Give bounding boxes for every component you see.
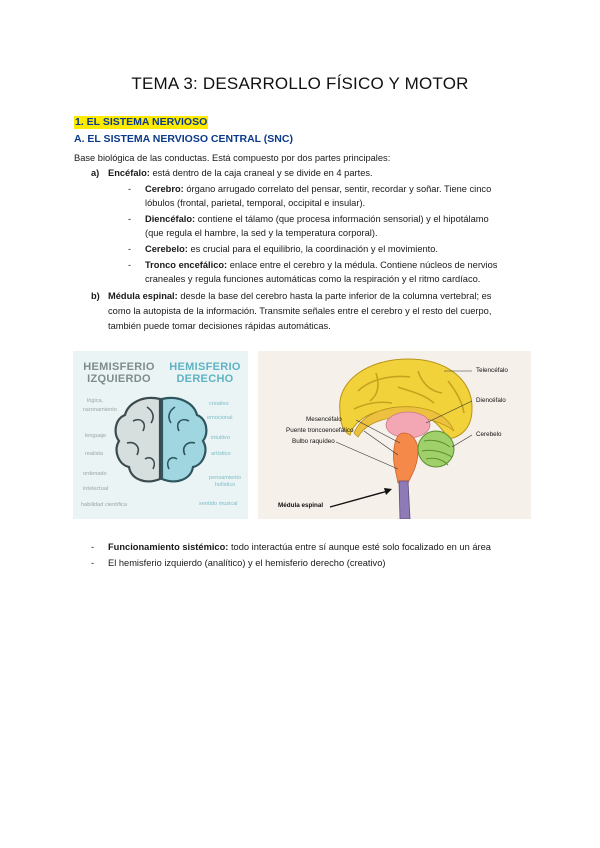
diencefalo-line-1 xyxy=(145,213,489,225)
left-word: razonamiento xyxy=(83,407,117,413)
medula-line-1 xyxy=(108,290,491,302)
bullet-1-text: todo interactúa entre sí aunque esté solo focalizado en un área xyxy=(228,542,491,552)
item-a-text xyxy=(108,167,373,179)
dash-marker: - xyxy=(128,244,132,254)
brain-anatomy-image xyxy=(258,351,531,519)
label-cerebelo: Cerebelo xyxy=(476,431,502,438)
diencefalo-line-2: (que regula el hambre, la sed y la temperatura corporal). xyxy=(145,228,378,238)
label-mesencefalo: Mesencéfalo xyxy=(306,416,342,423)
label-diencefalo: Diencéfalo xyxy=(476,397,506,404)
dash-marker: - xyxy=(128,184,132,194)
dash-marker: - xyxy=(91,558,95,568)
intro-text: Base biológica de las conductas. Está compuesto por dos partes principales: xyxy=(74,153,391,163)
cerebelo-label: Cerebelo: xyxy=(145,244,188,254)
page-title: TEMA 3: DESARROLLO FÍSICO Y MOTOR xyxy=(131,74,469,93)
medula-text: desde la base del cerebro hasta la parte inferior de la columna vertebral; es xyxy=(177,291,492,301)
cerebro-line-1 xyxy=(145,183,491,195)
right-word: intuitivo xyxy=(211,435,230,441)
tronco-line-1 xyxy=(145,259,497,271)
label-puente: Puente troncoencefálico xyxy=(286,427,354,434)
right-word: pensamiento holístico xyxy=(208,475,242,488)
cerebelo-line-1 xyxy=(145,243,438,255)
bullet-1 xyxy=(108,541,491,553)
left-word: ordenado xyxy=(83,471,107,477)
left-word: habilidad científica xyxy=(81,502,128,508)
left-word: lógica, xyxy=(87,398,104,404)
diencefalo-label: Diencéfalo: xyxy=(145,214,196,224)
tronco-label: Tronco encefálico: xyxy=(145,260,228,270)
diencefalo-text: contiene el tálamo (que procesa información sensorial) y el hipotálamo xyxy=(195,214,489,224)
left-word: realista xyxy=(85,451,104,457)
medula-line-3: también puede tomar decisiones rápidas automáticas. xyxy=(108,321,331,331)
medula-label: Médula espinal: xyxy=(108,291,178,301)
cerebro-text: órgano arrugado correlato del pensar, sentir, recordar y soñar. Tiene cinco xyxy=(183,184,492,194)
tronco-line-2: craneales y regula funciones automáticas como la respiración y el ritmo cardíaco. xyxy=(145,274,481,284)
right-word: creativo xyxy=(209,401,229,407)
left-title-line-2: IZQUIERDO xyxy=(87,373,151,385)
right-title-line-1: HEMISFERIO xyxy=(169,361,241,373)
right-word: artístico xyxy=(211,451,231,457)
label-bulbo: Bulbo raquídeo xyxy=(292,438,335,445)
dash-marker: - xyxy=(91,542,95,552)
cerebro-label: Cerebro: xyxy=(145,184,184,194)
right-word: emocional xyxy=(207,415,233,421)
hemispheres-image xyxy=(73,351,248,519)
cerebelo-text: es crucial para el equilibrio, la coordinación y el movimiento. xyxy=(187,244,438,254)
bullet-2: El hemisferio izquierdo (analítico) y el hemisferio derecho (creativo) xyxy=(108,558,386,568)
bullet-1-label: Funcionamiento sistémico: xyxy=(108,542,229,552)
encefalo-label: Encéfalo: xyxy=(108,168,150,178)
section-heading: 1. EL SISTEMA NERVIOSO xyxy=(75,116,208,128)
left-title-line-1: HEMISFERIO xyxy=(83,361,155,373)
right-title-line-2: DERECHO xyxy=(176,373,234,385)
label-telencefalo: Telencéfalo xyxy=(476,367,508,374)
right-word: sentido musical xyxy=(199,501,238,507)
dash-marker: - xyxy=(128,260,132,270)
medula-line-2: como la autopista de la información. Transmite señales entre el cerebro y el resto del cuerpo, xyxy=(108,306,492,316)
label-medula: Médula espinal xyxy=(278,502,324,509)
dash-marker: - xyxy=(128,214,132,224)
subsection-heading: A. EL SISTEMA NERVIOSO CENTRAL (SNC) xyxy=(74,133,293,145)
item-a-marker: a) xyxy=(91,168,100,178)
left-word: lenguaje xyxy=(85,433,107,439)
cerebro-line-2: lóbulos (frontal, parietal, temporal, occipital e insular). xyxy=(145,198,366,208)
encefalo-text: está dentro de la caja craneal y se divide en 4 partes. xyxy=(149,168,373,178)
item-b-marker: b) xyxy=(91,291,100,301)
left-word: intelectual xyxy=(83,486,109,492)
tronco-text: enlace entre el cerebro y la médula. Contiene núcleos de nervios xyxy=(227,260,498,270)
